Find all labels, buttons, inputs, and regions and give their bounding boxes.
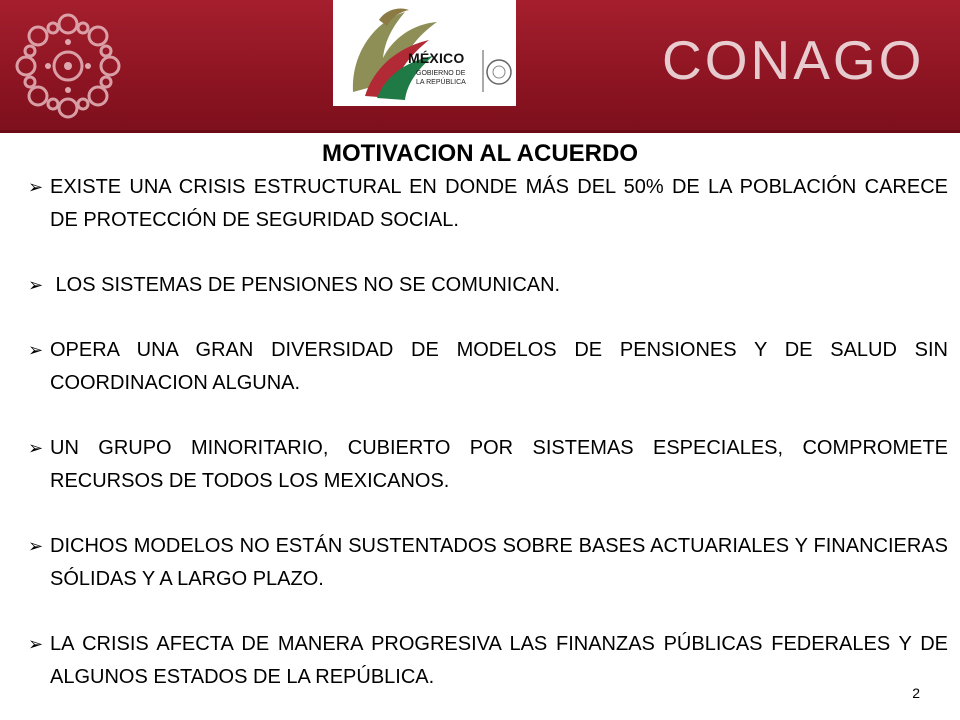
arrowhead-bullet-icon: ➢ bbox=[28, 177, 44, 197]
arrowhead-bullet-icon: ➢ bbox=[28, 438, 44, 458]
header-divider bbox=[0, 130, 960, 133]
bullet-item bbox=[28, 530, 948, 596]
bullet-item bbox=[28, 334, 948, 400]
arrowhead-bullet-icon: ➢ bbox=[28, 340, 44, 360]
header-band bbox=[0, 0, 960, 132]
bullet-item bbox=[28, 269, 948, 302]
bullet-text: UN GRUPO MINORITARIO, CUBIERTO POR SISTEMAS ESPECIALES, COMPROMETE RECURSOS DE TODOS LOS MEXICANOS. bbox=[50, 437, 948, 492]
bullet-item bbox=[28, 171, 948, 237]
rosette-emblem-icon bbox=[8, 2, 128, 130]
bullet-text: LOS SISTEMAS DE PENSIONES NO SE COMUNICAN. bbox=[50, 274, 561, 296]
brand-name: CONAGO bbox=[662, 29, 925, 91]
logo-country: MÉXICO bbox=[408, 50, 465, 66]
bullet-list bbox=[28, 171, 948, 694]
arrowhead-bullet-icon: ➢ bbox=[28, 275, 44, 295]
bullet-item bbox=[28, 432, 948, 498]
bullet-text: OPERA UNA GRAN DIVERSIDAD DE MODELOS DE PENSIONES Y DE SALUD SIN COORDINACION ALGUNA. bbox=[50, 339, 948, 394]
bullet-item bbox=[28, 628, 948, 694]
slide-title: MOTIVACION AL ACUERDO bbox=[322, 140, 638, 167]
logo-government-line: GOBIERNO DE bbox=[416, 70, 466, 77]
bullet-text: LA CRISIS AFECTA DE MANERA PROGRESIVA LAS FINANZAS PÚBLICAS FEDERALES Y DE ALGUNOS ESTADOS DE LA REPÚBLICA. bbox=[50, 633, 948, 688]
bullet-text: EXISTE UNA CRISIS ESTRUCTURAL EN DONDE MÁS DEL 50% DE LA POBLACIÓN CARECE DE PROTECCIÓN DE SEGURIDAD SOCIAL. bbox=[50, 176, 948, 231]
page-number: 2 bbox=[912, 685, 920, 701]
arrowhead-bullet-icon: ➢ bbox=[28, 536, 44, 556]
arrowhead-bullet-icon: ➢ bbox=[28, 634, 44, 654]
bullet-text: DICHOS MODELOS NO ESTÁN SUSTENTADOS SOBRE BASES ACTUARIALES Y FINANCIERAS SÓLIDAS Y A LARGO PLAZO. bbox=[50, 535, 948, 590]
logo-republic-line: LA REPÚBLICA bbox=[416, 79, 466, 86]
